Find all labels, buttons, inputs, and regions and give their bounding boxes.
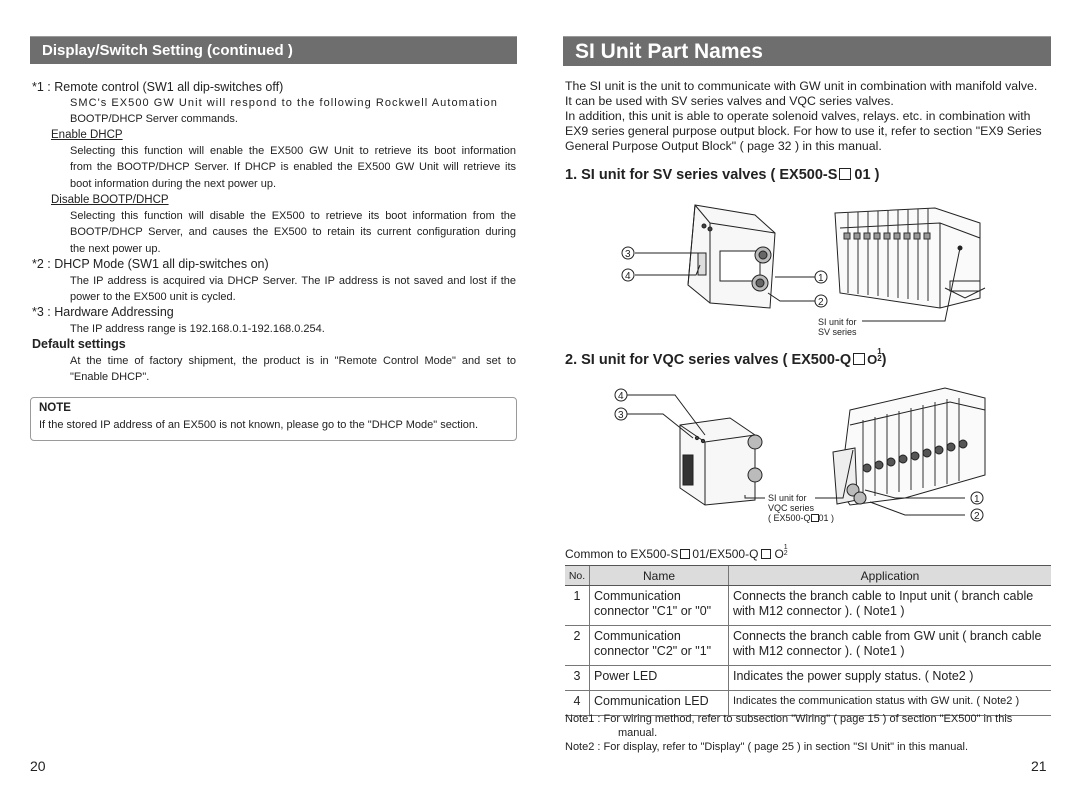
callout-2: 2 (974, 511, 980, 522)
disable-line: Selecting this function will disable the EX500 to retrieve its boot information from the (70, 210, 516, 222)
callout-1: 1 (974, 494, 980, 505)
cell-name: Power LED (590, 666, 729, 691)
footnote1: Note1 : For wiring method, refer to subsection "Wiring" ( page 15 ) of section "EX500" in this (565, 713, 1013, 725)
table-header-row (565, 566, 1051, 586)
cell-name: Communication connector "C2" or "1" (590, 626, 729, 666)
note-label: NOTE (39, 402, 71, 414)
note3-title: *3 : Hardware Addressing (32, 305, 174, 319)
box-placeholder-icon (839, 168, 851, 180)
cell-application: Indicates the communication status with GW unit. ( Note2 ) (729, 691, 1052, 716)
note-box (30, 397, 517, 441)
note2-line: power to the EX500 unit is cycled. (70, 291, 236, 304)
section2-heading (565, 348, 887, 368)
default-settings-title: Default settings (32, 337, 126, 351)
fig1-label-line: SV series (818, 327, 857, 337)
default-line: At the time of factory shipment, the product is in "Remote Control Mode" and set to (70, 355, 516, 367)
fig2-label-line: SI unit for (768, 493, 807, 503)
box-placeholder-icon (811, 514, 819, 522)
cell-no: 1 (565, 586, 590, 626)
box-placeholder-icon (761, 549, 771, 559)
left-section-header: Display/Switch Setting (continued ) (42, 42, 293, 59)
col-header-no: No. (565, 566, 590, 586)
box-placeholder-icon (853, 353, 865, 365)
disable-bootp-title: Disable BOOTP/DHCP (51, 194, 169, 206)
cell-application: Indicates the power supply status. ( Note2 ) (729, 666, 1052, 691)
section1-heading-prefix: 1. SI unit for SV series valves ( EX500-S (565, 167, 838, 183)
table-row (565, 666, 1051, 691)
fig2-label-line: VQC series (768, 503, 815, 513)
right-section-header-bar (563, 36, 1051, 66)
callout-2: 2 (818, 297, 824, 308)
section2-heading-suffix: ) (881, 352, 887, 368)
table-row (565, 626, 1051, 666)
section1-heading (565, 167, 879, 183)
note1-title: *1 : Remote control (SW1 all dip-switches off) (32, 80, 284, 94)
enable-dhcp-body (70, 143, 516, 192)
note3-body: The IP address range is 192.168.0.1-192.168.0.254. (70, 323, 325, 335)
o-glyph-icon: O (867, 352, 878, 367)
note1-body-line2: BOOTP/DHCP Server commands. (70, 113, 238, 125)
intro-line: It can be used with SV series valves and VQC series valves. (565, 94, 894, 108)
disable-line: BOOTP/DHCP Server, and causes the EX500 to retain its current configuration during (70, 226, 516, 239)
section1-heading-suffix: 01 ) (854, 167, 880, 183)
page-number-right: 21 (1031, 758, 1047, 774)
callout-4: 4 (618, 391, 624, 402)
fig2-label-line (768, 513, 834, 523)
fraction-1-2-icon: 1 2 (783, 544, 788, 557)
cell-name: Communication connector "C1" or "0" (590, 586, 729, 626)
left-section-header-bar (30, 36, 517, 64)
default-settings-body (70, 353, 516, 386)
sv-series-figure (600, 193, 1000, 338)
callout-3: 3 (625, 249, 631, 260)
cell-application: Connects the branch cable to Input unit ( branch cable with M12 connector ). ( Note1 ) (729, 586, 1052, 626)
enable-line: from the BOOTP/DHCP Server. If DHCP is enabled the EX500 GW Unit will retrieve its (70, 161, 516, 174)
intro-line: EX9 series general purpose output block. For how to use it, refer to section "EX9 Series (565, 124, 1042, 138)
enable-dhcp-title: Enable DHCP (51, 129, 123, 141)
footnote1-cont: manual. (618, 727, 658, 739)
right-section-header: SI Unit Part Names (575, 40, 763, 63)
col-header-application: Application (729, 566, 1052, 586)
fig1-label (818, 317, 857, 337)
cell-no: 4 (565, 691, 590, 716)
note-text: If the stored IP address of an EX500 is not known, please go to the "DHCP Mode" section. (39, 419, 479, 431)
intro-line: In addition, this unit is able to operate solenoid valves, relays. etc. in combination with (565, 109, 1031, 123)
common-mid: 01/EX500-Q (692, 547, 759, 561)
cell-name: Communication LED (590, 691, 729, 716)
col-header-name: Name (590, 566, 729, 586)
box-placeholder-icon (680, 549, 690, 559)
enable-line: Selecting this function will enable the EX500 GW Unit to retrieve its boot information (70, 145, 516, 157)
intro-line: General Purpose Output Block" ( page 32 ) in this manual. (565, 139, 882, 153)
default-line: "Enable DHCP". (70, 371, 150, 384)
footnote2: Note2 : For display, refer to "Display" ( page 25 ) in section "SI Unit" in this manual. (565, 741, 969, 753)
page-number-left: 20 (30, 758, 46, 774)
o-glyph-icon: O (774, 547, 784, 561)
common-to-line (565, 545, 788, 561)
enable-line: boot information during the next power up. (70, 177, 277, 190)
cell-application: Connects the branch cable from GW unit ( branch cable with M12 connector ). ( Note1 ) (729, 626, 1052, 666)
section2-heading-prefix: 2. SI unit for VQC series valves ( EX500-Q (565, 352, 852, 368)
cell-no: 2 (565, 626, 590, 666)
fig2-label-part: ( EX500-Q (768, 513, 811, 523)
part-names-table (565, 565, 1051, 716)
cell-no: 3 (565, 666, 590, 691)
fig2-label (768, 493, 834, 523)
note2-title: *2 : DHCP Mode (SW1 all dip-switches on) (32, 257, 269, 271)
intro-paragraph (565, 79, 1051, 154)
intro-line: The SI unit is the unit to communicate with GW unit in combination with manifold valve. (565, 79, 1038, 93)
note2-body (70, 273, 516, 306)
disable-line: the next power up. (70, 242, 161, 255)
callout-1: 1 (818, 273, 824, 284)
common-prefix: Common to EX500-S (565, 547, 679, 561)
table-row (565, 586, 1051, 626)
note1-body-line1: SMC's EX500 GW Unit will respond to the following Rockwell Automation (70, 97, 498, 109)
fig1-label-line: SI unit for (818, 317, 857, 327)
fraction-1-2-icon: 1 2 (877, 347, 882, 363)
disable-bootp-body (70, 208, 516, 257)
note2-line: The IP address is acquired via DHCP Server. The IP address is not saved and lost if the (70, 275, 516, 287)
fig2-label-part: 01 ) (818, 513, 835, 523)
footnotes (565, 712, 1051, 754)
callout-3: 3 (618, 410, 624, 421)
callout-4: 4 (625, 271, 631, 282)
